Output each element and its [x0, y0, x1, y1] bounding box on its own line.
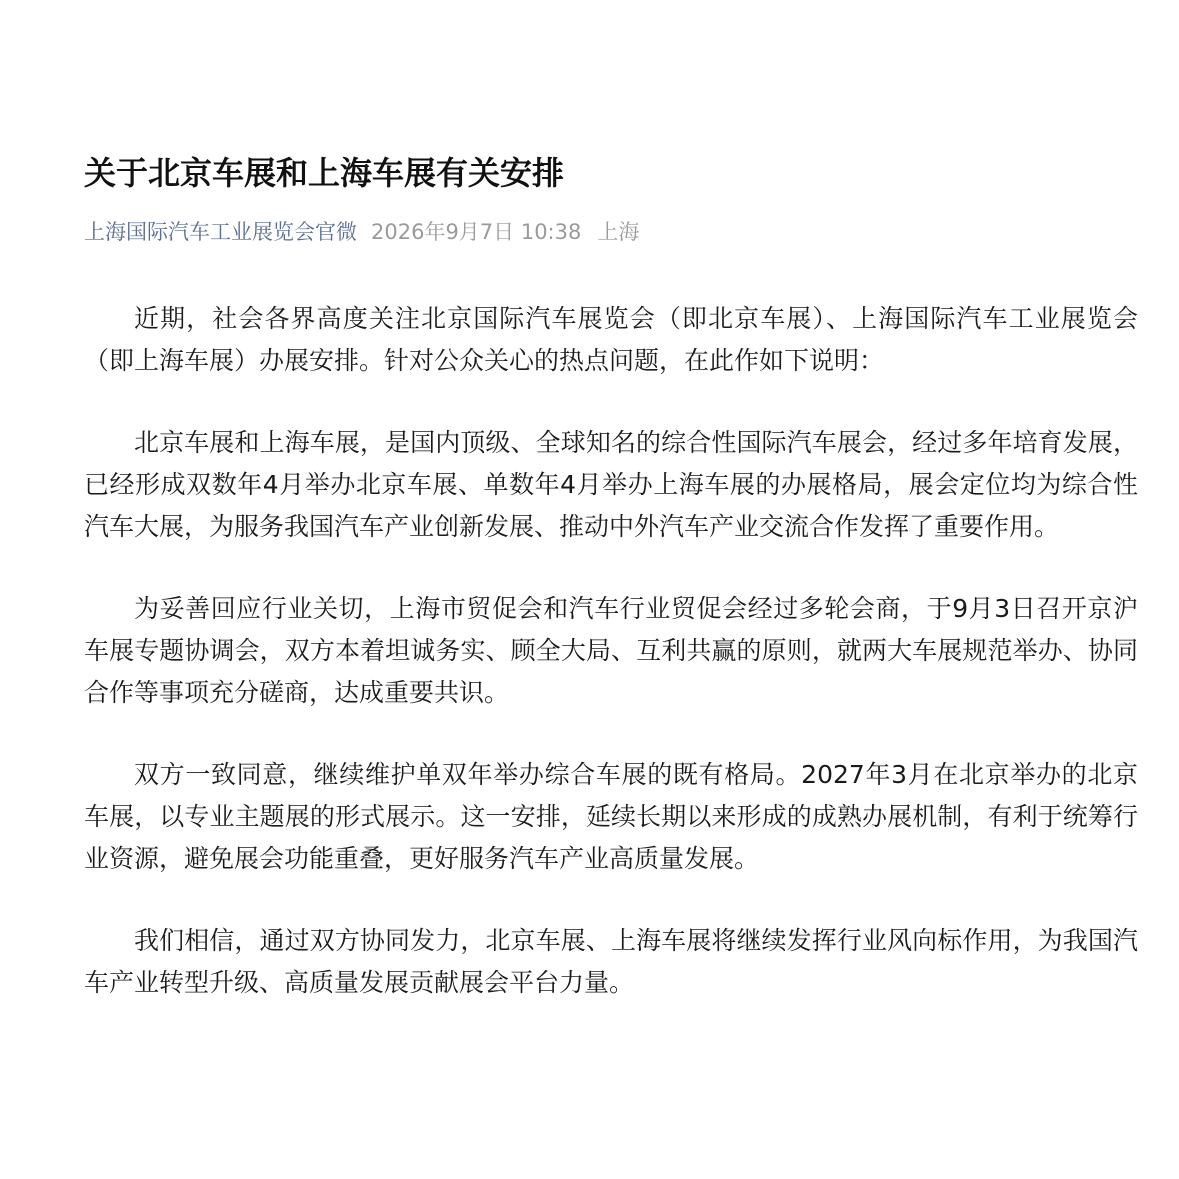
publish-location: 上海: [597, 220, 640, 244]
paragraph: 为妥善回应行业关切，上海市贸促会和汽车行业贸促会经过多轮会商，于9月3日召开京沪车展专题协调会，双方本着坦诚务实、顾全大局、互利共赢的原则，就两大车展规范举办、协同合作等事项充分磋商，达成重要共识。: [84, 594, 1138, 707]
article-body: [84, 298, 1138, 1004]
account-name-link[interactable]: 上海国际汽车工业展览会官微: [84, 220, 357, 244]
publish-time: 2026年9月7日 10:38: [371, 220, 582, 244]
paragraph: 双方一致同意，继续维护单双年举办综合车展的既有格局。2027年3月在北京举办的北京车展，以专业主题展的形式展示。这一安排，延续长期以来形成的成熟办展机制，有利于统筹行业资源，避免展会功能重叠，更好服务汽车产业高质量发展。: [84, 760, 1138, 873]
article-title: 关于北京车展和上海车展有关安排: [84, 154, 565, 192]
paragraph: 近期，社会各界高度关注北京国际汽车展览会（即北京车展）、上海国际汽车工业展览会（即上海车展）办展安排。针对公众关心的热点问题，在此作如下说明：: [84, 304, 1138, 375]
article-meta: [84, 214, 639, 250]
paragraph: 我们相信，通过双方协同发力，北京车展、上海车展将继续发挥行业风向标作用，为我国汽车产业转型升级、高质量发展贡献展会平台力量。: [84, 926, 1138, 997]
paragraph: 北京车展和上海车展，是国内顶级、全球知名的综合性国际汽车展会，经过多年培育发展，已经形成双数年4月举办北京车展、单数年4月举办上海车展的办展格局，展会定位均为综合性汽车大展，为服务我国汽车产业创新发展、推动中外汽车产业交流合作发挥了重要作用。: [84, 428, 1138, 541]
